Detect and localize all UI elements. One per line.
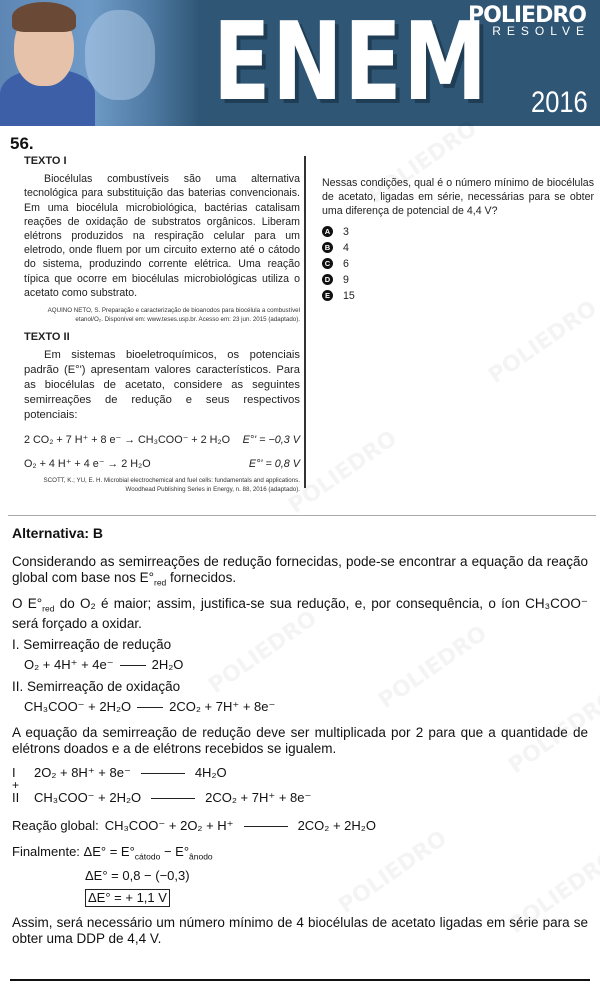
photo-hair [12,2,76,32]
final-result-box: ΔE° = + 1,1 V [85,889,170,907]
eq-right: 2CO₂ + 2H₂O [297,818,376,834]
final-label: Finalmente: [12,844,80,860]
equation-2: O₂ + 4 H⁺ + 4 e⁻ → 2 H₂O [24,458,151,471]
global-label: Reação global: [12,818,99,834]
sum-row-i [12,765,588,781]
banner-title: ENEM [213,0,489,125]
option-value: 15 [343,289,355,302]
equation-2-potential: E°' = 0,8 V [248,458,300,471]
final-eq-2: ΔE° = 0,8 − (−0,3) [85,867,190,883]
text: ΔE° = E° [83,844,135,860]
final-eq-1 [12,844,588,865]
option-letter-icon: C [322,258,333,269]
texto2-reference: SCOTT, K.; YU, E. H. Microbial electrochemical and fuel cells: fundamentals and applications. Woodhead Publishing Series in Energy, n. 88, 2016 (adaptado). [43,476,300,493]
brand-logo: POLIEDRO [468,3,586,28]
text: Considerando as semirreações de redução fornecidas, pode-se encontrar a equação da reação global com base nos E° [12,554,588,585]
option-a[interactable] [322,225,594,239]
question-number: 56. [10,134,34,153]
reaction-arrow [141,773,185,774]
row-label: II [12,790,20,806]
text: do O₂ é maior; assim, justifica-se sua redução, e, por consequência, o íon CH₃COO⁻ será forçado a oxidar. [12,595,588,632]
texto1-heading: TEXTO I [24,155,67,167]
final-calculation [12,844,588,907]
answer-label: Alternativa: B [12,525,104,541]
subscript: red [42,603,55,614]
section-divider [8,515,596,516]
text: O E° [12,595,43,611]
brand-subtitle: RESOLVE [492,24,590,38]
texto1-body: Biocélulas combustíveis são uma alternativa tecnológica para substituição das baterias convencionais. Em uma biocélula microbiológica, bactérias catalisam reações de oxidação de substratos orgânicos. Liberam elétrons produzidos na respiração celular para um eletrodo, onde fluem por um circuito externo até o cátodo do sistema, produzindo corrente elétrica. Uma reação típica que ocorre em biocélulas microbiológicas utiliza o acetato como substrato. [24,173,300,299]
reaction-arrow [151,798,195,799]
option-letter-icon: D [322,274,333,285]
text: fornecidos. [166,570,237,585]
eq-right: 2H₂O [151,657,184,673]
sum-row-ii [12,790,588,806]
bottom-rule [10,979,590,981]
plus-sign: + [12,778,20,793]
row-label: I [12,765,16,781]
watermark [284,426,402,519]
eq-left: CH₃COO⁻ + 2O₂ + H⁺ [104,818,234,834]
option-value: 9 [343,273,349,286]
option-value: 3 [343,225,349,238]
step-1-equation [24,657,588,673]
option-e[interactable] [322,289,594,303]
eq-left: CH₃COO⁻ + 2H₂O [24,699,132,715]
equation-sum [12,765,588,806]
solution-paragraph-2 [12,596,588,633]
option-value: 6 [343,257,349,270]
option-letter-icon: E [322,290,333,301]
reaction-arrow [244,826,288,827]
question-prompt: Nessas condições, qual é o número mínimo de biocélulas de acetato, ligadas em série, necessárias para se obter uma diferença de potencial de 4,4 V? [322,177,594,218]
option-b[interactable] [322,241,594,255]
eq-left: O₂ + 4H⁺ + 4e⁻ [24,657,114,673]
eq-right: 2CO₂ + 7H⁺ + 8e⁻ [169,699,276,715]
text: − E° [160,844,190,860]
option-value: 4 [343,241,349,254]
equation-row-2 [24,457,300,471]
texto1-reference: AQUINO NETO, S. Preparação e caracterização de bioanodos para biocélula a combustível etanol/O₂. Disponível em: www.teses.usp.br. Acesso em: 23 jun. 2015 (adaptado). [47,307,300,324]
option-c[interactable] [322,257,594,271]
banner-year: 2016 [531,86,588,119]
question-prompt-column [322,176,594,305]
step-2-equation [24,699,588,715]
solution-paragraph-1 [12,554,588,591]
option-letter-icon: A [322,226,333,237]
subscript: red [153,577,167,588]
step-2-label: II. Semirreação de oxidação [12,679,181,695]
equation-row-1 [24,433,300,447]
equation-1-potential: E°' = −0,3 V [242,434,300,447]
subscript: cátodo [134,851,161,862]
header-banner [0,0,600,126]
texto2-heading: TEXTO II [24,331,70,344]
option-d[interactable] [322,273,594,287]
eq-left: 2O₂ + 8H⁺ + 8e⁻ [34,765,131,781]
global-reaction [12,818,588,834]
texto2-body: Em sistemas bioeletroquímicos, os potenciais padrão (E°') apresentam valores característicos. Para as biocélulas de acetato, considere as seguintes semirreações de redução e seus respectivos potenciais: [24,349,300,422]
equation-1: 2 CO₂ + 7 H⁺ + 8 e⁻ → CH₃COO⁻ + 2 H₂O [24,434,230,447]
eq-left: CH₃COO⁻ + 2H₂O [34,790,142,806]
reaction-arrow [120,665,146,666]
column-divider [304,156,306,488]
solution-paragraph-3: A equação da semirreação de redução deve ser multiplicada por 2 para que a quantidade de elétrons doados e a de elétrons recebidos se igualem. [12,725,588,757]
question-texts [24,154,300,500]
photo-graduate [85,10,155,100]
solution-body [12,554,588,952]
eq-right: 4H₂O [194,765,227,781]
option-letter-icon: B [322,242,333,253]
subscript: ânodo [189,851,213,862]
reaction-arrow [137,707,163,708]
students-photo [0,0,200,126]
eq-right: 2CO₂ + 7H⁺ + 8e⁻ [205,790,312,806]
conclusion: Assim, será necessário um número mínimo de 4 biocélulas de acetato ligadas em série para se obter uma DDP de 4,4 V. [12,914,588,946]
step-1-label: I. Semirreação de redução [12,637,172,653]
watermark [484,296,600,389]
